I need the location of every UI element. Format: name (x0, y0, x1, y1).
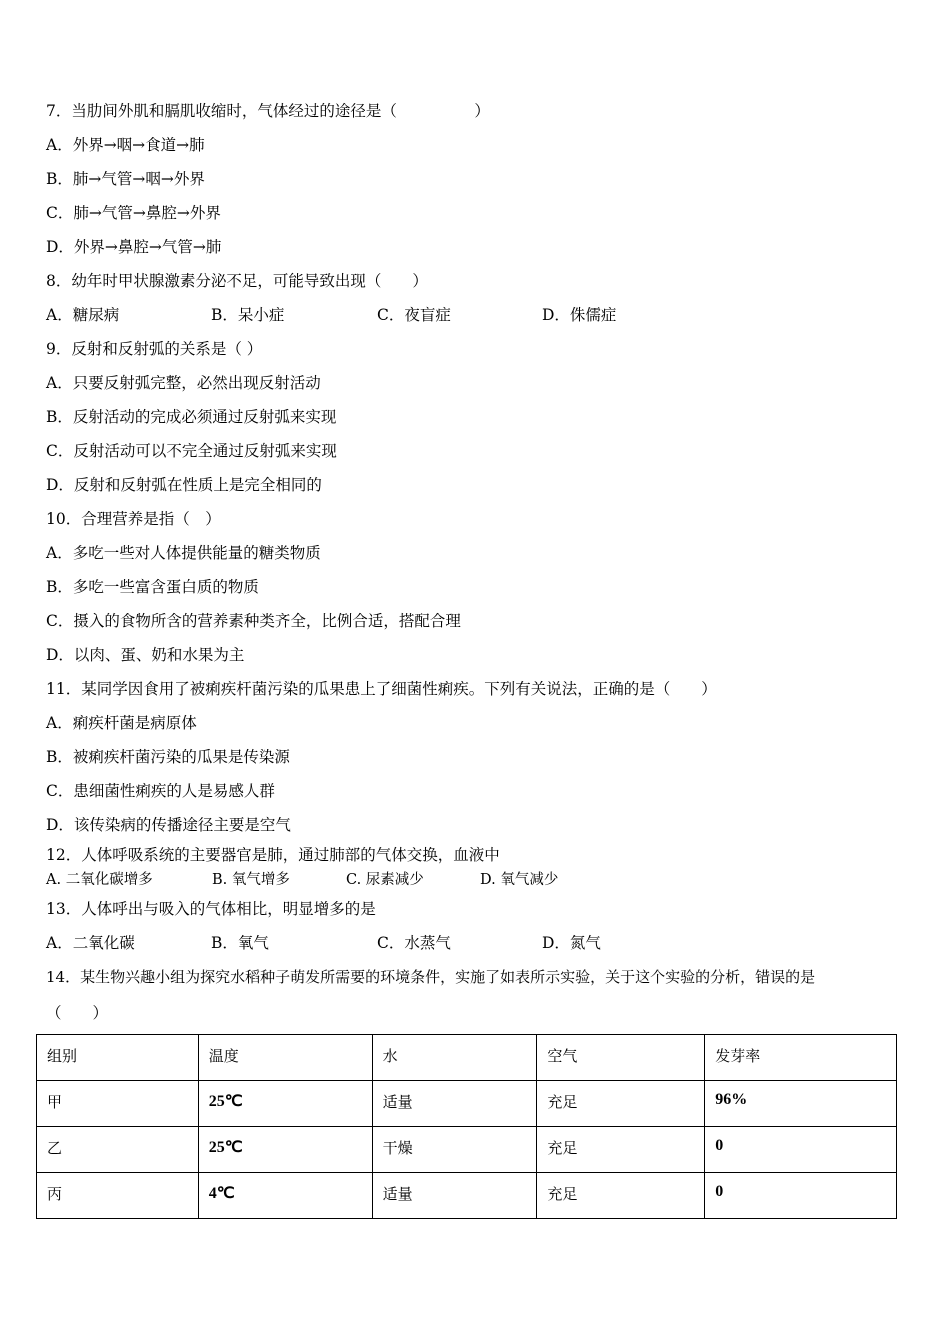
table-cell: 25℃ (198, 1081, 372, 1127)
q11-option-c: C．患细菌性痢疾的人是易感人群 (46, 782, 275, 800)
question-8-stem: 8．幼年时甲状腺激素分泌不足，可能导致出现（ ） (46, 272, 428, 290)
q12-option-c: C. 尿素减少 (346, 872, 424, 888)
q12-option-b: B. 氧气增多 (212, 872, 290, 888)
q9-option-c: C．反射活动可以不完全通过反射弧来实现 (46, 442, 337, 460)
q9-option-a: A．只要反射弧完整，必然出现反射活动 (46, 374, 321, 392)
q12-option-d: D. 氧气减少 (480, 872, 559, 888)
table-cell: 充足 (537, 1127, 705, 1173)
question-7-stem: 7．当肋间外肌和膈肌收缩时，气体经过的途径是（ ） (46, 102, 490, 120)
question-10-stem: 10．合理营养是指（ ） (46, 510, 221, 528)
q13-option-a: A．二氧化碳 (46, 934, 135, 952)
table-row (37, 1081, 897, 1127)
q13-option-c: C．水蒸气 (377, 934, 451, 952)
question-14-stem-cont: （ ） (46, 1004, 109, 1022)
question-9-stem: 9．反射和反射弧的关系是（ ） (46, 340, 263, 358)
q7-option-a: A．外界→咽→食道→肺 (46, 136, 205, 154)
question-13-stem: 13．人体呼出与吸入的气体相比，明显增多的是 (46, 900, 376, 918)
experiment-table (36, 1034, 897, 1219)
table-cell: 丙 (37, 1173, 199, 1219)
q10-option-d: D．以肉、蛋、奶和水果为主 (46, 646, 245, 664)
q10-option-c: C．摄入的食物所含的营养素种类齐全，比例合适，搭配合理 (46, 612, 461, 630)
table-cell: 96% (705, 1081, 897, 1127)
table-cell: 充足 (537, 1081, 705, 1127)
q8-option-c: C．夜盲症 (377, 306, 451, 324)
table-cell: 0 (705, 1173, 897, 1219)
header-water: 水 (372, 1035, 537, 1081)
q11-option-a: A．痢疾杆菌是病原体 (46, 714, 197, 732)
header-germination-rate: 发芽率 (705, 1035, 897, 1081)
header-temperature: 温度 (198, 1035, 372, 1081)
q7-option-c: C．肺→气管→鼻腔→外界 (46, 204, 221, 222)
q13-option-b: B．氧气 (211, 934, 269, 952)
table-cell: 25℃ (198, 1127, 372, 1173)
q12-option-a: A. 二氧化碳增多 (46, 872, 153, 888)
q11-option-b: B．被痢疾杆菌污染的瓜果是传染源 (46, 748, 290, 766)
table-cell: 充足 (537, 1173, 705, 1219)
q13-option-d: D．氮气 (542, 934, 601, 952)
q7-option-b: B．肺→气管→咽→外界 (46, 170, 205, 188)
q9-option-d: D．反射和反射弧在性质上是完全相同的 (46, 476, 322, 494)
table-row (37, 1173, 897, 1219)
table-cell: 4℃ (198, 1173, 372, 1219)
table-cell: 甲 (37, 1081, 199, 1127)
table-cell: 干燥 (372, 1127, 537, 1173)
table-cell: 0 (705, 1127, 897, 1173)
table-cell: 适量 (372, 1173, 537, 1219)
header-air: 空气 (537, 1035, 705, 1081)
q7-option-d: D．外界→鼻腔→气管→肺 (46, 238, 222, 256)
q11-option-d: D．该传染病的传播途径主要是空气 (46, 816, 291, 834)
q8-option-b: B．呆小症 (211, 306, 285, 324)
q9-option-b: B．反射活动的完成必须通过反射弧来实现 (46, 408, 337, 426)
question-11-stem: 11．某同学因食用了被痢疾杆菌污染的瓜果患上了细菌性痢疾。下列有关说法，正确的是（ ） (46, 680, 717, 698)
q10-option-b: B．多吃一些富含蛋白质的物质 (46, 578, 259, 596)
header-group: 组别 (37, 1035, 199, 1081)
table-cell: 乙 (37, 1127, 199, 1173)
table-row (37, 1127, 897, 1173)
question-14-stem: 14．某生物兴趣小组为探究水稻种子萌发所需要的环境条件，实施了如表所示实验，关于这个实验的分析，错误的是 (46, 968, 816, 986)
q8-option-d: D．侏儒症 (542, 306, 617, 324)
table-cell: 适量 (372, 1081, 537, 1127)
q10-option-a: A．多吃一些对人体提供能量的糖类物质 (46, 544, 321, 562)
question-12-stem: 12．人体呼吸系统的主要器官是肺，通过肺部的气体交换，血液中 (46, 846, 500, 864)
q8-option-a: A．糖尿病 (46, 306, 120, 324)
table-header-row (37, 1035, 897, 1081)
